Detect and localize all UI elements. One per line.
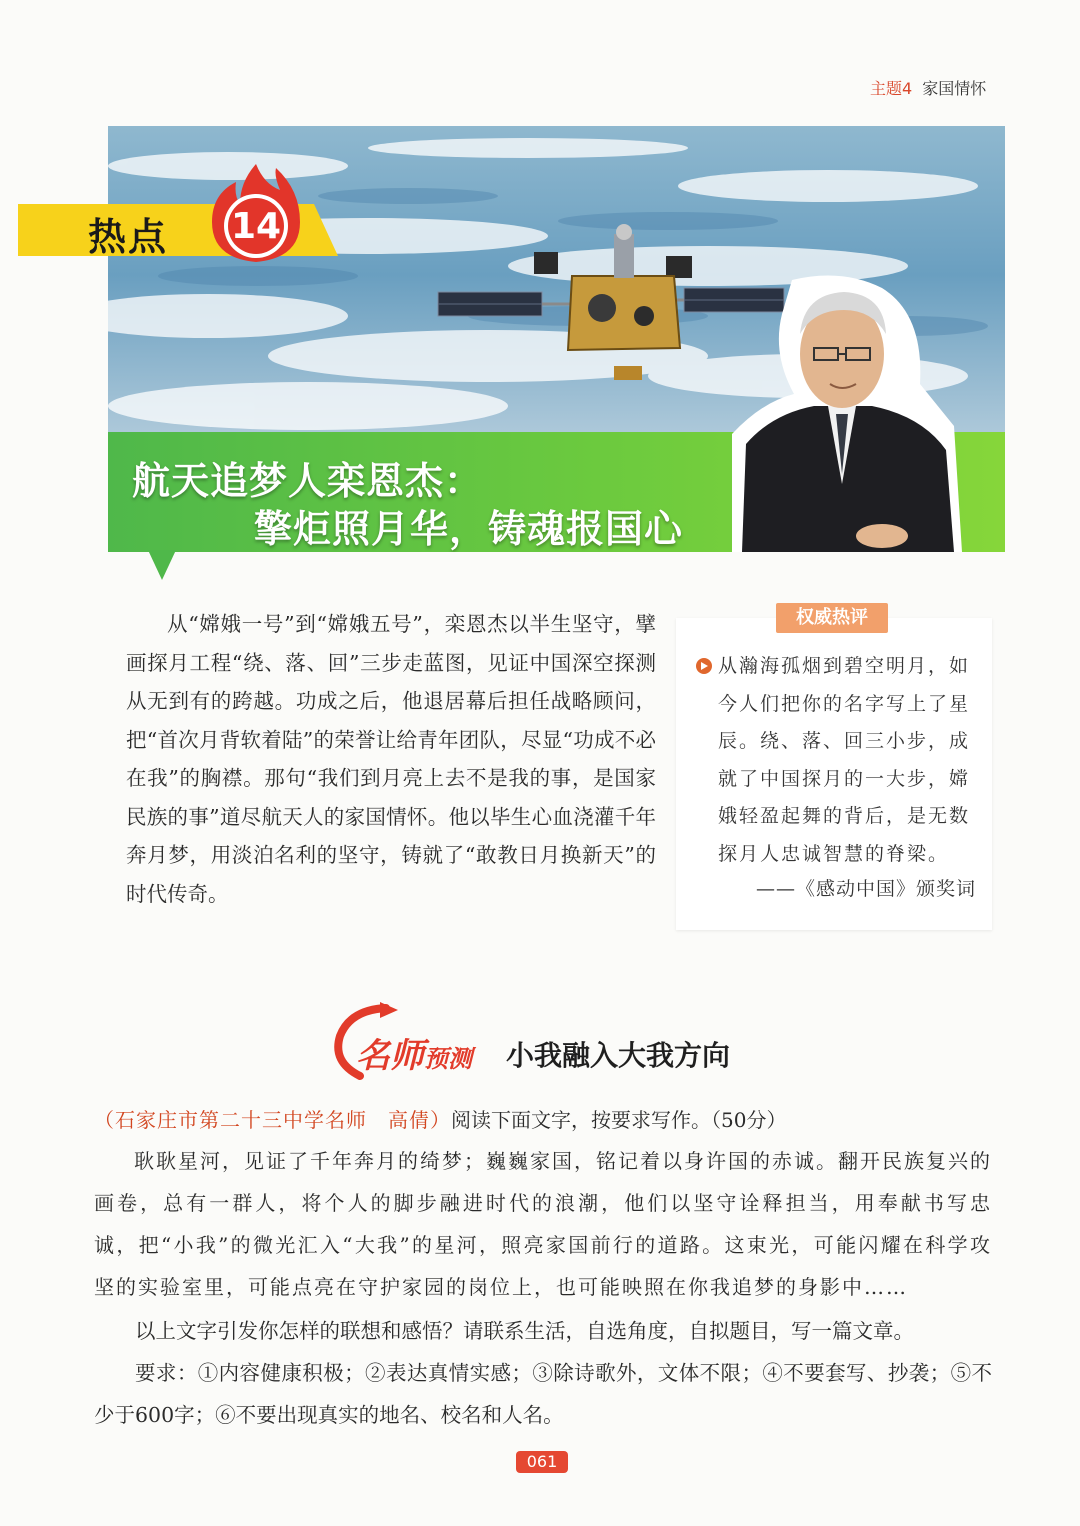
portrait-photo	[732, 274, 962, 552]
prediction-label	[356, 1028, 472, 1077]
topic-number: 主题4	[870, 79, 913, 98]
prediction-label-small: 预测	[424, 1045, 472, 1073]
question-header	[94, 1104, 786, 1133]
commentary-source: ——《感动中国》颁奖词	[755, 878, 976, 900]
hero-title-line1: 航天追梦人栾恩杰：	[132, 459, 484, 503]
writing-task: 以上文字引发你怎样的联想和感悟？请联系生活，自选角度，自拟题目，写一篇文章。	[135, 1319, 914, 1343]
band-tail	[148, 550, 176, 580]
writing-requirements: 要求：①内容健康积极；②表达真情实感；③除诗歌外，文体不限；④不要套写、抄袭；⑤不少于600字；⑥不要出现真实的地名、校名和人名。	[94, 1361, 992, 1427]
topic-header	[870, 76, 986, 99]
main-paragraph: 从“嫦娥一号”到“嫦娥五号”，栾恩杰以半生坚守，擘画探月工程“绕、落、回”三步走蓝图，见证中国深空探测从无到有的跨越。功成之后，他退居幕后担任战略顾问，把“首次月背软着陆”的荣誉让给青年团队，尽显“功成不必在我”的胸襟。那句“我们到月亮上去不是我的事，是国家民族的事”道尽航天人的家国情怀。他以毕生心血浇灌千年奔月梦，用淡泊名利的坚守，铸就了“敢教日月换新天”的时代传奇。	[126, 612, 656, 906]
page-number: 061	[516, 1451, 568, 1473]
question-instruction: 阅读下面文字，按要求写作。（50分）	[451, 1108, 787, 1132]
topic-name: 家国情怀	[922, 79, 987, 98]
writing-prompt: 耿耿星河，见证了千年奔月的绮梦；巍巍家国，铭记着以身许国的赤诚。翻开民族复兴的画卷，总有一群人，将个人的脚步融进时代的浪潮，他们以坚守诠释担当，用奉献书写忠诚，把“小我”的微光汇入“大我”的星河，照亮家国前行的道路。这束光，可能闪耀在科学攻坚的实验室里，可能点亮在守护家园的岗位上，也可能映照在你我追梦的身影中……	[94, 1149, 992, 1299]
hero-title-line2: 擎炬照月华，铸魂报国心	[254, 507, 684, 551]
question-source: （石家庄市第二十三中学名师 高倩）	[94, 1108, 451, 1132]
commentary-text: 从瀚海孤烟到碧空明月，如今人们把你的名字写上了星辰。绕、落、回三小步，成就了中国探月的一大步，嫦娥轻盈起舞的背后，是无数探月人忠诚智慧的脊梁。	[718, 655, 971, 865]
prediction-label-main: 名师	[356, 1036, 424, 1076]
hotspot-number: 14	[230, 206, 282, 247]
commentary-badge: 权威热评	[776, 603, 888, 633]
hotspot-label: 热点	[88, 215, 169, 259]
prediction-title: 小我融入大我方向	[506, 1039, 731, 1072]
bullet-arrow-icon	[696, 658, 712, 674]
